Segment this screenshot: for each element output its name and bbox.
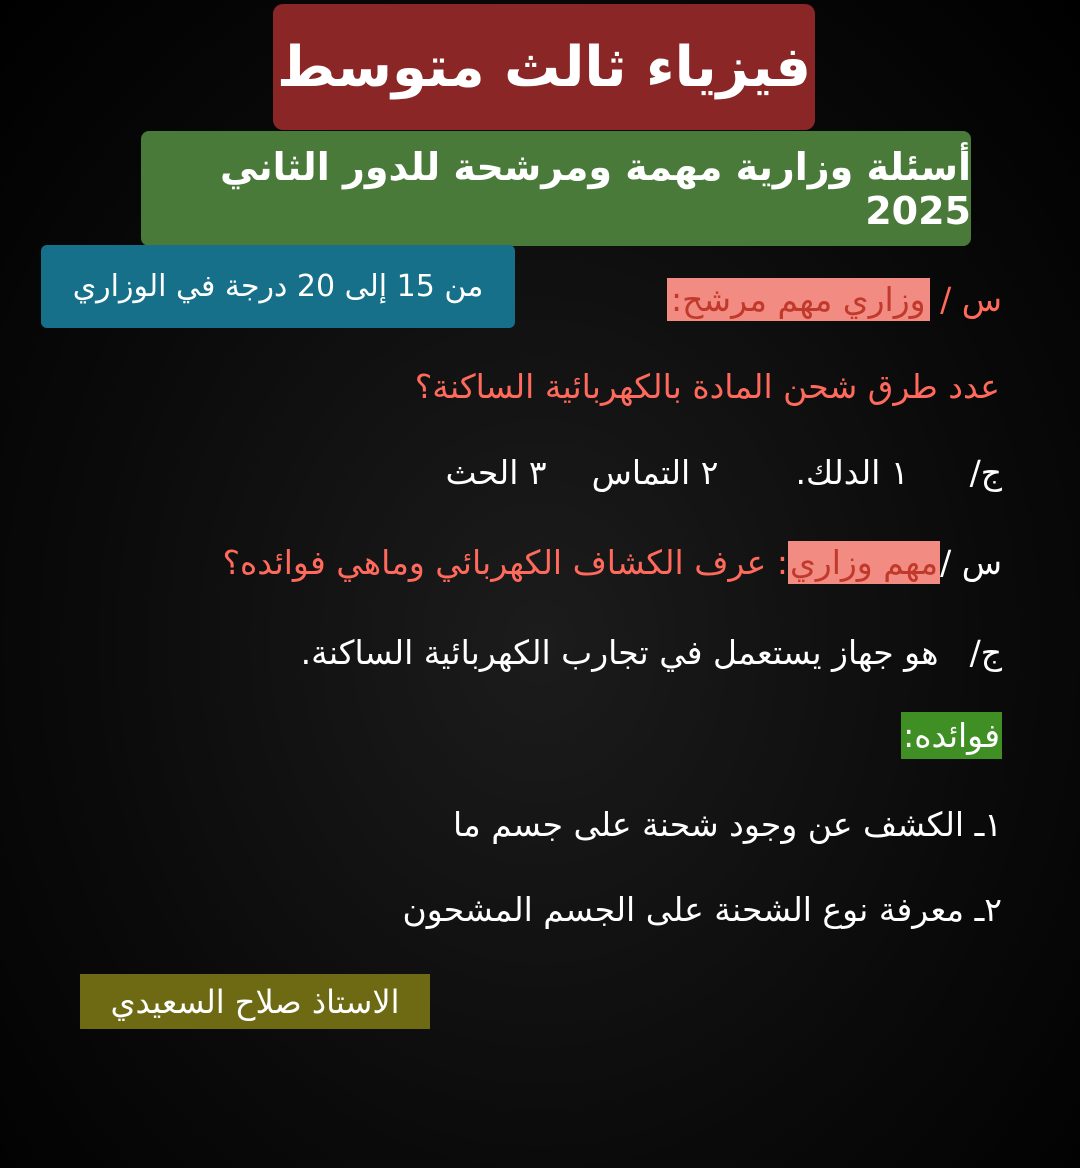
title-banner [273, 4, 815, 130]
grade-badge [41, 245, 515, 328]
teacher-signature [80, 974, 430, 1029]
grade-note: من 15 إلى 20 درجة في الوزاري [72, 269, 484, 304]
q2-header [222, 543, 1002, 583]
teacher-name: الاستاذ صلاح السعيدي [110, 982, 400, 1021]
q2-tag: مهم وزاري [789, 543, 939, 582]
benefit-item-1: ١ـ الكشف عن وجود شحنة على جسم ما [452, 805, 1002, 844]
q1-question: عدد طرق شحن المادة بالكهربائية الساكنة؟ [414, 367, 1000, 406]
q2-benefits-heading [901, 716, 1002, 756]
q2-question: : عرف الكشاف الكهربائي وماهي فوائده؟ [222, 543, 788, 582]
q1-prefix: س / [940, 280, 1002, 319]
q1-answer-item-2: ٢ التماس [591, 453, 719, 492]
q2-answer-prefix: ج/ [969, 633, 1002, 672]
q2-prefix: س / [940, 543, 1002, 582]
benefits-label: فوائده: [901, 712, 1002, 759]
q1-answer [445, 453, 1002, 493]
q2-answer [301, 633, 1002, 673]
q2-answer-text: هو جهاز يستعمل في تجارب الكهربائية الساكنة. [300, 633, 939, 672]
q1-answer-item-1: ١ الدلك. [795, 453, 909, 492]
subtitle-banner [141, 131, 971, 246]
q1-answer-item-3: ٣ الحث [445, 453, 547, 492]
q1-header [667, 280, 1002, 320]
page-subtitle: أسئلة وزارية مهمة ومرشحة للدور الثاني 2025 [219, 144, 971, 233]
q1-tag: وزاري مهم مرشح: [667, 278, 930, 321]
benefit-item-2: ٢ـ معرفة نوع الشحنة على الجسم المشحون [402, 890, 1002, 929]
q1-answer-prefix: ج/ [969, 453, 1002, 492]
page-title: فيزياء ثالث متوسط [276, 34, 812, 100]
